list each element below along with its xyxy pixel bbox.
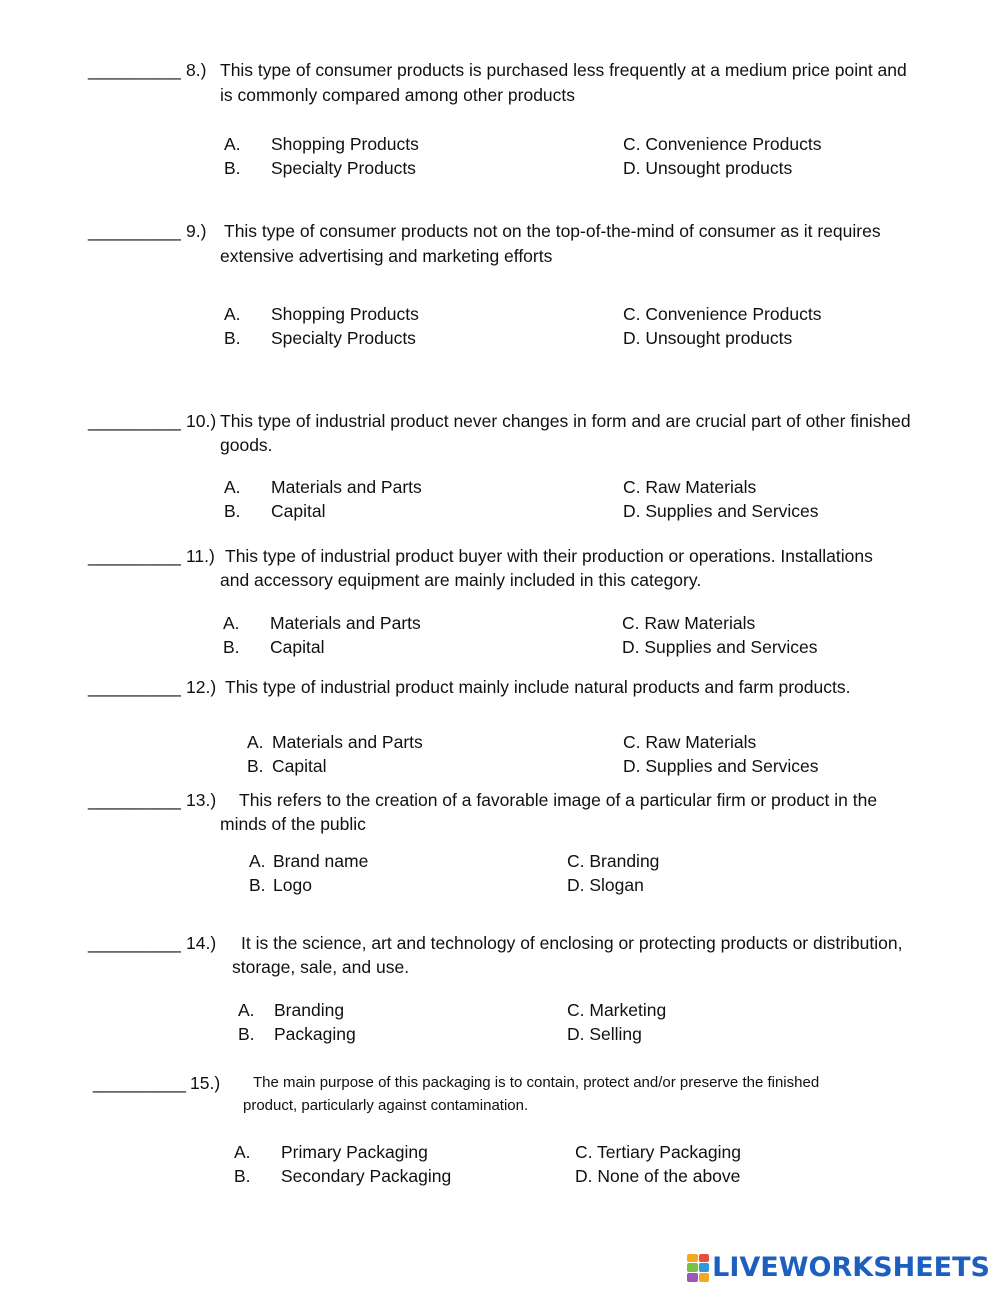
question-text-line-2: extensive advertising and marketing efforts: [220, 246, 553, 266]
option-a-label: A.: [224, 134, 241, 154]
option-d[interactable]: D. Supplies and Services: [623, 501, 819, 521]
option-b[interactable]: Capital: [270, 637, 325, 657]
liveworksheets-logo: [687, 1252, 990, 1283]
question-number: 11.): [186, 546, 215, 566]
option-a-label: A.: [234, 1142, 251, 1162]
option-d[interactable]: D. Selling: [567, 1024, 642, 1044]
option-c[interactable]: C. Tertiary Packaging: [575, 1142, 742, 1162]
option-c[interactable]: C. Branding: [567, 851, 660, 871]
option-d[interactable]: D. None of the above: [575, 1166, 741, 1186]
question-text-line-2: is commonly compared among other products: [220, 85, 576, 105]
option-d[interactable]: D. Supplies and Services: [622, 637, 818, 657]
question-text-line-1: This type of industrial product buyer with their production or operations. Installations: [225, 546, 873, 566]
option-b[interactable]: Packaging: [274, 1024, 356, 1044]
option-a-label: A.: [247, 732, 264, 752]
option-a[interactable]: Materials and Parts: [271, 477, 422, 497]
option-c[interactable]: C. Raw Materials: [623, 732, 757, 752]
question-number: 13.): [186, 790, 217, 810]
question-text-line-2: goods.: [220, 435, 273, 455]
option-b[interactable]: Logo: [273, 875, 312, 895]
question-number: 14.): [186, 933, 217, 953]
question-number: 9.): [186, 221, 207, 241]
question-text-line-1: This refers to the creation of a favorable image of a particular firm or product in the: [239, 790, 878, 810]
option-b-label: B.: [247, 756, 264, 776]
option-a[interactable]: Primary Packaging: [281, 1142, 428, 1162]
question-number: 12.): [186, 677, 217, 697]
option-a-label: A.: [224, 477, 241, 497]
answer-blank[interactable]: __________: [88, 411, 181, 431]
option-a[interactable]: Brand name: [273, 851, 369, 871]
option-a[interactable]: Branding: [274, 1000, 345, 1020]
question-text-line-2: storage, sale, and use.: [232, 957, 410, 977]
option-c[interactable]: C. Raw Materials: [622, 613, 756, 633]
answer-blank[interactable]: __________: [88, 546, 181, 566]
option-b-label: B.: [234, 1166, 251, 1186]
option-a-label: A.: [249, 851, 266, 871]
option-b-label: B.: [223, 637, 240, 657]
question-text-line-1: This type of consumer products is purchased less frequently at a medium price point and: [220, 60, 907, 80]
brand-text: LIVEWORKSHEETS: [712, 1252, 990, 1283]
option-a[interactable]: Materials and Parts: [272, 732, 423, 752]
option-b-label: B.: [224, 501, 241, 521]
option-b[interactable]: Secondary Packaging: [281, 1166, 452, 1186]
answer-blank[interactable]: __________: [88, 933, 181, 953]
option-d[interactable]: D. Supplies and Services: [623, 756, 819, 776]
question-number: 8.): [186, 60, 207, 80]
option-c[interactable]: C. Marketing: [567, 1000, 667, 1020]
option-a[interactable]: Shopping Products: [271, 304, 419, 324]
liveworksheets-icon: [687, 1254, 709, 1282]
option-b[interactable]: Specialty Products: [271, 158, 416, 178]
question-text-line-2: and accessory equipment are mainly included in this category.: [220, 570, 702, 590]
option-a[interactable]: Materials and Parts: [270, 613, 421, 633]
question-text-line-1: The main purpose of this packaging is to contain, protect and/or preserve the finished: [253, 1074, 820, 1091]
option-a-label: A.: [223, 613, 240, 633]
option-b-label: B.: [249, 875, 266, 895]
answer-blank[interactable]: __________: [88, 221, 181, 241]
question-number: 15.): [190, 1073, 221, 1093]
option-b[interactable]: Capital: [272, 756, 327, 776]
option-c[interactable]: C. Convenience Products: [623, 304, 822, 324]
option-d[interactable]: D. Unsought products: [623, 158, 793, 178]
option-d[interactable]: D. Unsought products: [623, 328, 793, 348]
question-text-line-2: product, particularly against contamination.: [243, 1097, 529, 1114]
option-b[interactable]: Specialty Products: [271, 328, 416, 348]
question-text-line-1: This type of industrial product mainly include natural products and farm products.: [225, 677, 851, 697]
answer-blank[interactable]: __________: [93, 1073, 186, 1093]
answer-blank[interactable]: __________: [88, 60, 181, 80]
option-c[interactable]: C. Convenience Products: [623, 134, 822, 154]
option-a-label: A.: [224, 304, 241, 324]
question-text-line-1: This type of consumer products not on the top-of-the-mind of consumer as it requires: [224, 221, 881, 241]
question-text-line-1: This type of industrial product never changes in form and are crucial part of other finished: [220, 411, 911, 431]
option-b-label: B.: [238, 1024, 255, 1044]
question-text-line-1: It is the science, art and technology of enclosing or protecting products or distribution,: [241, 933, 903, 953]
option-b[interactable]: Capital: [271, 501, 326, 521]
answer-blank[interactable]: __________: [88, 790, 181, 810]
option-b-label: B.: [224, 158, 241, 178]
option-a[interactable]: Shopping Products: [271, 134, 419, 154]
question-text-line-2: minds of the public: [220, 814, 366, 834]
answer-blank[interactable]: __________: [88, 677, 181, 697]
option-a-label: A.: [238, 1000, 255, 1020]
option-d[interactable]: D. Slogan: [567, 875, 644, 895]
option-c[interactable]: C. Raw Materials: [623, 477, 757, 497]
question-number: 10.): [186, 411, 217, 431]
option-b-label: B.: [224, 328, 241, 348]
